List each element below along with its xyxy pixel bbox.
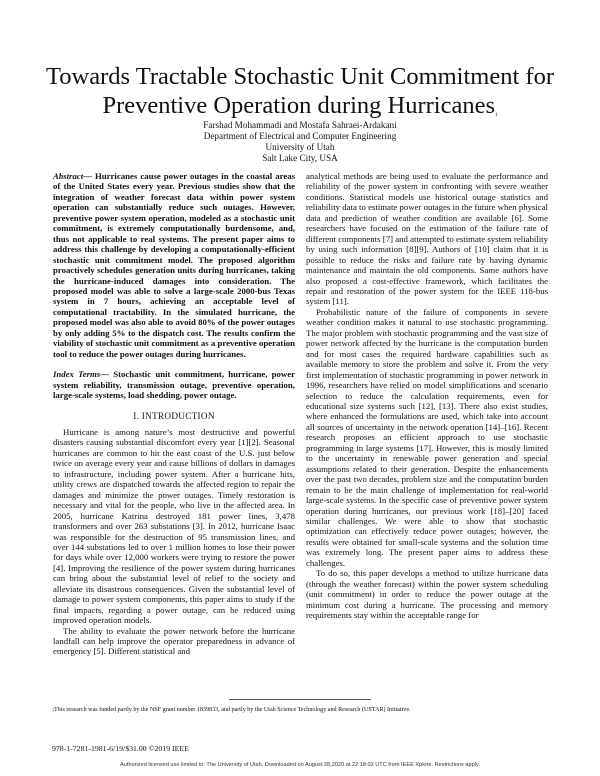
body-paragraph: The ability to evaluate the power network before the hurricane landfall can help improve the operator preparedness in advance of emergency [5]. Different statistical and <box>53 625 295 657</box>
index-terms-text: — Stochastic unit commitment, hurricane, power system reliability, transmission outage, preventive operation, large-scale systems, load shedding, power outage. <box>53 369 295 401</box>
right-column <box>306 171 548 620</box>
body-paragraph: Probabilistic nature of the failure of components in severe weather condition makes it natural to use stochastic programming. The major problem with stochastic programming and the vast size of power network affected by the hurricane is the computation burden and for most cases the required hardware capabilities such as available memory to store the problem and solve it. From the very first implementation of stochastic programming in power network in 1996, researchers have relied on model simplifications and scenario selection to reduce the calculation requirements, even for educational size systems such [12], [13]. There also exist studies, where enhanced the formulations are used, which take into account all sources of uncertainty in the network operation [14]–[16]. Recent research proposes an efficient approach to use stochastic programming in large systems [17]. However, this is mostly limited to the uncertainty in renewable power generation and special assumptions related to their generation. Despite the enhancements over the past two decades, problem size and the computation burden remain to be the main challenge of implementation for real-world large-scale systems. In the specific case of preventive power system operation during hurricanes, our previous work [18]–[20] faced similar challenges. We were able to show that stochastic optimization can effectively reduce power outages; however, the results were obtained for small-scale systems and the solution time was extremely long. The present paper aims to address these challenges. <box>306 306 548 568</box>
footnote-text: This research was funded partly by the NSF grant number 1839833, and partly by the Utah Science Technology and Research (USTAR) Initiative. <box>54 707 411 713</box>
body-paragraph: Hurricane is among nature’s most destructive and powerful disasters causing substantial discomfort every year [1][2]. Seasonal hurricanes are common to hit the east coast of the U.S. just below twice on average every year and cause billions of dollars in damages to infrastructure, including power system. After a hurricane hits, utility crews are dispatched towards the affected region to repair the damages and minimize the power outages. Timely restoration is necessary and vital for the people, who live in the affected area. In 2005, hurricane Katrina destroyed 181 power lines, 3,478 transformers and over 263 substations [3]. In 2012, hurricane Isaac was responsible for the destruction of 95 transmission lines, and over 144 substations led to over 1 million homes to lose their power for days while over 12,000 workers were trying to restore the power [4]. Improving the resilience of the power system during hurricanes can bring about the substantial level of relief to the society and alleviate its disastrous consequences. Given the substantial level of damage to power system components, this paper aims to study if the final impacts, regarding a power outage, can be reduced using improved operation models. <box>53 426 295 626</box>
author-names: Farshad Mohammadi and Mostafa Sahraei-Ardakani <box>203 120 397 130</box>
title-footnote-mark: 1 <box>495 113 498 118</box>
author-location: Salt Lake City, USA <box>262 153 338 163</box>
paper-title <box>0 62 600 120</box>
footnote-mark: 1 <box>52 707 54 712</box>
body-paragraph: analytical methods are being used to evaluate the performance and reliability of the power system in confronting with severe weather conditions. Statistical models use historical outage statistics and reliability data to estimate power outages in the future when physical data and prediction of weather condition are available [6]. Some researchers have focused on the estimation of the failure rate of different components [7] and attempted to estimate system reliability by using such information [8][9]. Authors of [10] claim that it is possible to reduce the risks and failure rate by having dynamic maintenance and maintain the old components. Same authors have also proposed a cost-effective framework, which facilitates the repair and restoration of the power system for the IEEE 118-bus system [11]. <box>306 171 548 307</box>
left-column <box>53 171 295 657</box>
abstract-label: Abstract <box>53 171 84 181</box>
title-line-2: Preventive Operation during Hurricanes$^1$ <box>102 92 498 119</box>
title-line-1: Towards Tractable Stochastic Unit Commitment for <box>46 63 554 90</box>
abstract <box>53 171 295 359</box>
index-terms <box>53 369 295 400</box>
body-paragraph: To do so, this paper develops a method to utilize hurricane data (through the weather forecast) within the power system scheduling (unit commitment) in order to reduce the power outage at the minimum cost during a hurricane. The processing and memory requirements stay within the acceptable range for <box>306 568 548 621</box>
abstract-text: — Hurricanes cause power outages in the coastal areas of the United States every year. Previous studies show that the integration of weather forecast data within power system operation can substantially reduce such outages. However, preventive power system operation, modeled as a stochastic unit commitment, is extremely computationally burdensome, and, thus not applicable to real systems. The present paper aims to address this challenge by developing a computationally-efficient stochastic unit commitment model. The proposed algorithm proactively schedules generation units during hurricanes, taking the hurricane-induced damages into consideration. The proposed model was able to solve a large-scale 2000-bus Texas system in 7 hours, achieving an acceptable level of computational tractability. In the simulated hurricane, the proposed model was also able to avoid 80% of the power outages by only adding 5% to the dispatch cost. The results confirm the viability of stochastic unit commitment as a preventive operation tool to reduce the power outages during hurricanes. <box>53 171 295 359</box>
license-notice: Authorized licensed use limited to: The University of Utah. Downloaded on August 28,2020 at 22:18:02 UTC from IEEE Xplore. Restrictions apply. <box>120 762 480 768</box>
index-terms-label: Index Terms <box>53 369 101 380</box>
footnote <box>52 706 552 714</box>
footnote-divider <box>229 699 371 700</box>
author-block <box>0 120 600 164</box>
section-heading-introduction: I. INTRODUCTION <box>133 410 215 421</box>
author-university: University of Utah <box>265 142 335 152</box>
author-department: Department of Electrical and Computer Engineering <box>203 131 397 141</box>
isbn-copyright: 978-1-7281-1981-6/19/$31.00 ©2019 IEEE <box>52 744 189 753</box>
